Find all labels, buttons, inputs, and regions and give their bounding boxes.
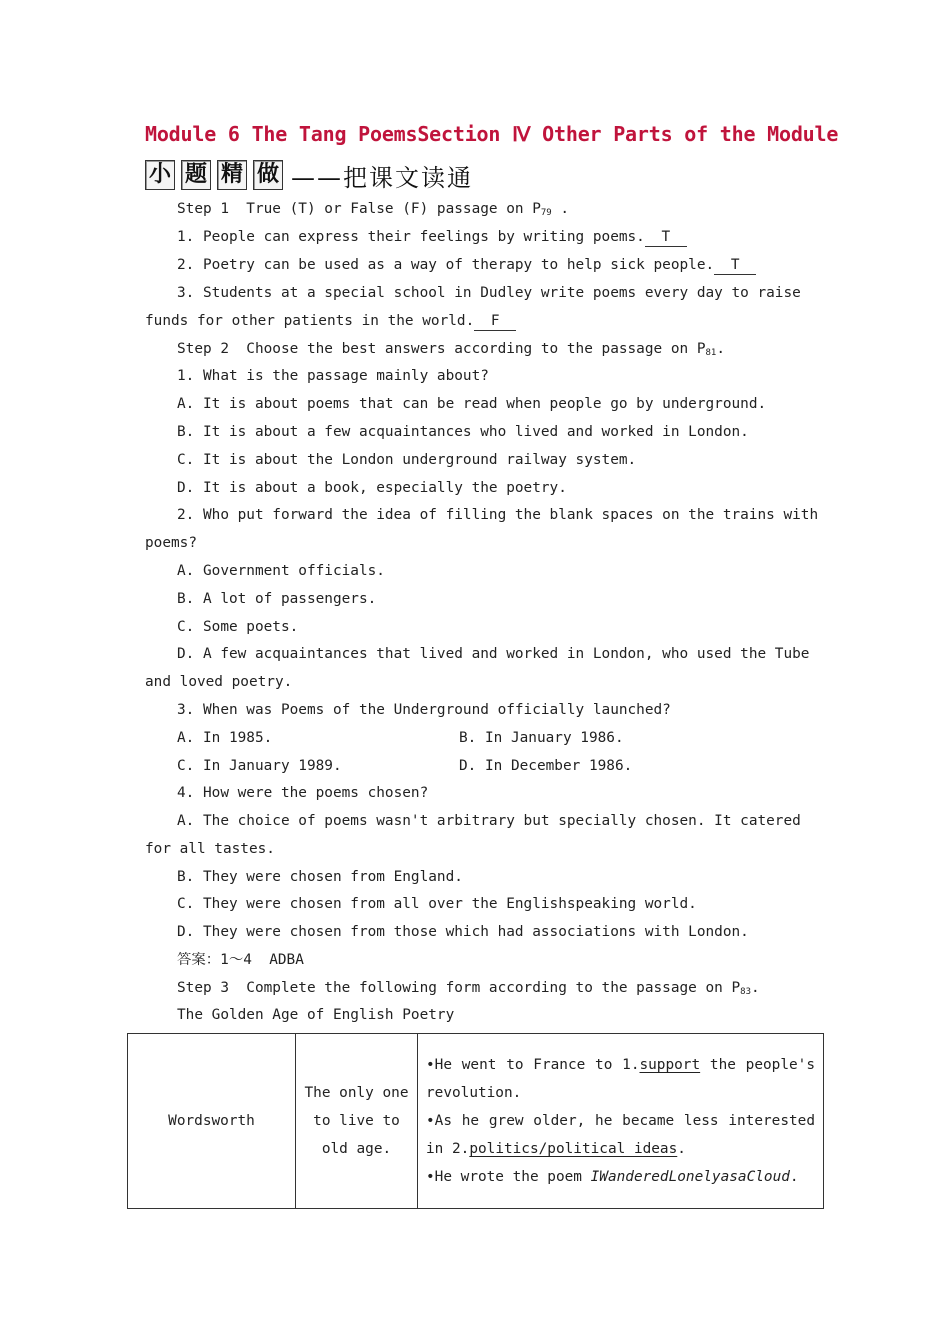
q4-option-a-line2: for all tastes. (145, 841, 275, 857)
q2-option-a: A. Government officials. (177, 563, 385, 579)
step1-item-2: 2. Poetry can be used as a way of therapy to help sick people. T (145, 255, 841, 275)
section-banner (145, 158, 473, 192)
poetry-form-table (127, 1033, 824, 1209)
step2-answer-key: 答案：1～4 ADBA (177, 952, 304, 968)
step2-heading: Step 2 Choose the best answers according to the passage on $P_{81}$. (177, 341, 726, 358)
poem-title: IWanderedLonelyasaCloud (590, 1169, 790, 1185)
banner-char-3: 精 (217, 160, 247, 190)
banner-char-4: 做 (253, 160, 283, 190)
q3-option-c: C. In January 1989. (177, 758, 342, 774)
banner-char-2: 题 (181, 160, 211, 190)
poet-cell: Wordsworth (128, 1034, 296, 1209)
fill-answer-1: support (639, 1057, 701, 1073)
q2-option-b: B. A lot of passengers. (177, 591, 377, 607)
q4-option-d: D. They were chosen from those which had associations with London. (177, 924, 749, 940)
q1-question: 1. What is the passage mainly about? (177, 368, 489, 384)
q2-option-d-line1: D. A few acquaintances that lived and worked in London, who used the Tube (177, 646, 810, 662)
q2-question-line2: poems? (145, 535, 197, 551)
q1-option-c: C. It is about the London underground railway system. (177, 452, 637, 468)
q3-question: 3. When was Poems of the Underground officially launched? (177, 702, 671, 718)
step1-item-1: 1. People can express their feelings by writing poems. T (145, 227, 841, 247)
detail-bullet-3: •He wrote the poem IWanderedLonelyasaCloud. (426, 1169, 799, 1185)
q3-option-a: A. In 1985. (177, 730, 273, 746)
banner-char-1: 小 (145, 160, 175, 190)
q4-option-a-line1: A. The choice of poems wasn't arbitrary but specially chosen. It catered (177, 813, 801, 829)
answer-blank: T (714, 257, 756, 275)
q4-option-b: B. They were chosen from England. (177, 869, 463, 885)
banner-subhead: ——把课文读通 (291, 163, 473, 192)
q2-question-line1: 2. Who put forward the idea of filling the blank spaces on the trains with (177, 507, 819, 523)
q1-option-a: A. It is about poems that can be read when people go by underground. (177, 396, 767, 412)
q4-question: 4. How were the poems chosen? (177, 785, 429, 801)
step1-item-3-line1: 3. Students at a special school in Dudley write poems every day to raise (177, 285, 801, 301)
q4-option-c: C. They were chosen from all over the Englishspeaking world. (177, 896, 697, 912)
detail-bullet-2: •As he grew older, he became less interested in 2.politics/political ideas. (426, 1113, 815, 1157)
form-title: The Golden Age of English Poetry (177, 1007, 455, 1023)
answer-blank: F (474, 313, 516, 331)
q3-option-d: D. In December 1986. (459, 758, 633, 774)
page-title: Module 6 The Tang PoemsSection Ⅳ Other Parts of the Module (145, 122, 839, 146)
q3-option-b: B. In January 1986. (459, 730, 624, 746)
q1-option-d: D. It is about a book, especially the poetry. (177, 480, 567, 496)
step3-heading: Step 3 Complete the following form according to the passage on $P_{83}$. (177, 980, 760, 997)
detail-bullet-1: •He went to France to 1.support the people's revolution. (426, 1057, 815, 1101)
q2-option-c: C. Some poets. (177, 619, 299, 635)
q1-option-b: B. It is about a few acquaintances who lived and worked in London. (177, 424, 749, 440)
answer-blank: T (645, 229, 687, 247)
step1-item-3-line2: funds for other patients in the world. F (145, 311, 809, 331)
q2-option-d-line2: and loved poetry. (145, 674, 293, 690)
step1-heading: Step 1 True (T) or False (F) passage on $P_{79}$ . (177, 201, 570, 218)
table-row (128, 1034, 824, 1209)
details-cell (418, 1034, 824, 1209)
note-cell: The only one to live to old age. (296, 1034, 418, 1209)
fill-answer-2: politics/political ideas (469, 1141, 678, 1157)
